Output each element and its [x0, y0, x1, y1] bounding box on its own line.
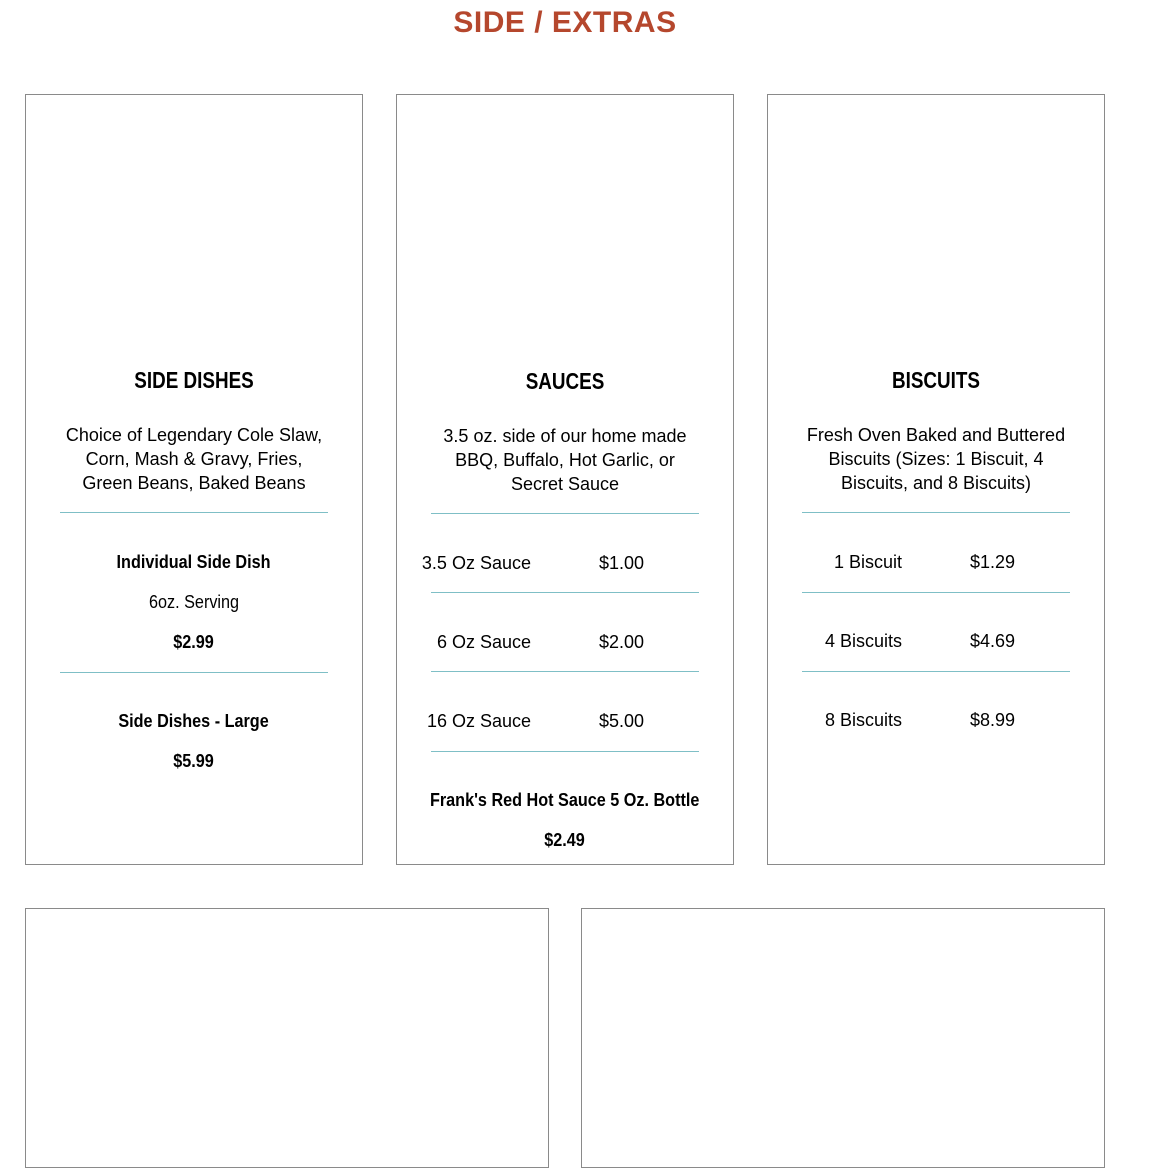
item-name[interactable]: Frank's Red Hot Sauce 5 Oz. Bottle [430, 790, 700, 810]
menu-card-side-dishes[interactable] [25, 94, 363, 865]
option-label: 6 Oz Sauce [436, 632, 531, 652]
divider [431, 592, 699, 593]
divider [431, 751, 699, 752]
item-price: $5.99 [173, 751, 215, 771]
option-row[interactable] [431, 632, 699, 652]
divider [802, 671, 1070, 672]
divider [802, 592, 1070, 593]
divider [60, 512, 328, 513]
menu-card-biscuits[interactable] [767, 94, 1105, 865]
item-subtitle: 6oz. Serving [148, 592, 240, 612]
option-row[interactable] [802, 710, 1070, 730]
card-description: 3.5 oz. side of our home made BBQ, Buffalo, Hot Garlic, or Secret Sauce [443, 426, 687, 494]
divider [431, 671, 699, 672]
card-title: BISCUITS [891, 367, 981, 393]
option-price: $8.99 [970, 710, 1016, 730]
menu-card-bottom-left[interactable] [25, 908, 549, 1168]
card-image-placeholder [768, 95, 1104, 355]
divider [802, 512, 1070, 513]
option-label: 8 Biscuits [824, 710, 902, 730]
option-price: $1.29 [970, 552, 1016, 572]
divider [431, 513, 699, 514]
card-description: Fresh Oven Baked and Buttered Biscuits (Sizes: 1 Biscuit, 4 Biscuits, and 8 Biscuits) [806, 425, 1066, 493]
card-image-placeholder [397, 95, 733, 355]
card-image-placeholder [26, 95, 362, 355]
card-title: SAUCES [525, 368, 605, 394]
menu-card-bottom-right[interactable] [581, 908, 1105, 1168]
menu-card-sauces[interactable] [396, 94, 734, 865]
item-name[interactable]: Individual Side Dish [117, 552, 271, 572]
option-price: $5.00 [599, 711, 645, 731]
card-description: Choice of Legendary Cole Slaw, Corn, Mash & Gravy, Fries, Green Beans, Baked Beans [65, 425, 323, 493]
option-price: $1.00 [599, 553, 645, 573]
divider [60, 672, 328, 673]
option-label: 3.5 Oz Sauce [421, 553, 531, 573]
option-label: 16 Oz Sauce [426, 711, 531, 731]
option-row[interactable] [802, 631, 1070, 651]
option-price: $4.69 [970, 631, 1016, 651]
item-name[interactable]: Side Dishes - Large [118, 711, 270, 731]
card-title: SIDE DISHES [134, 367, 254, 393]
item-price: $2.99 [173, 632, 215, 652]
option-label: 1 Biscuit [833, 552, 902, 572]
page-title: SIDE / EXTRAS [453, 6, 677, 39]
option-row[interactable] [421, 553, 699, 573]
item-price: $2.49 [544, 830, 586, 850]
option-row[interactable] [802, 552, 1070, 572]
option-price: $2.00 [599, 632, 645, 652]
option-label: 4 Biscuits [824, 631, 902, 651]
option-row[interactable] [426, 711, 699, 731]
